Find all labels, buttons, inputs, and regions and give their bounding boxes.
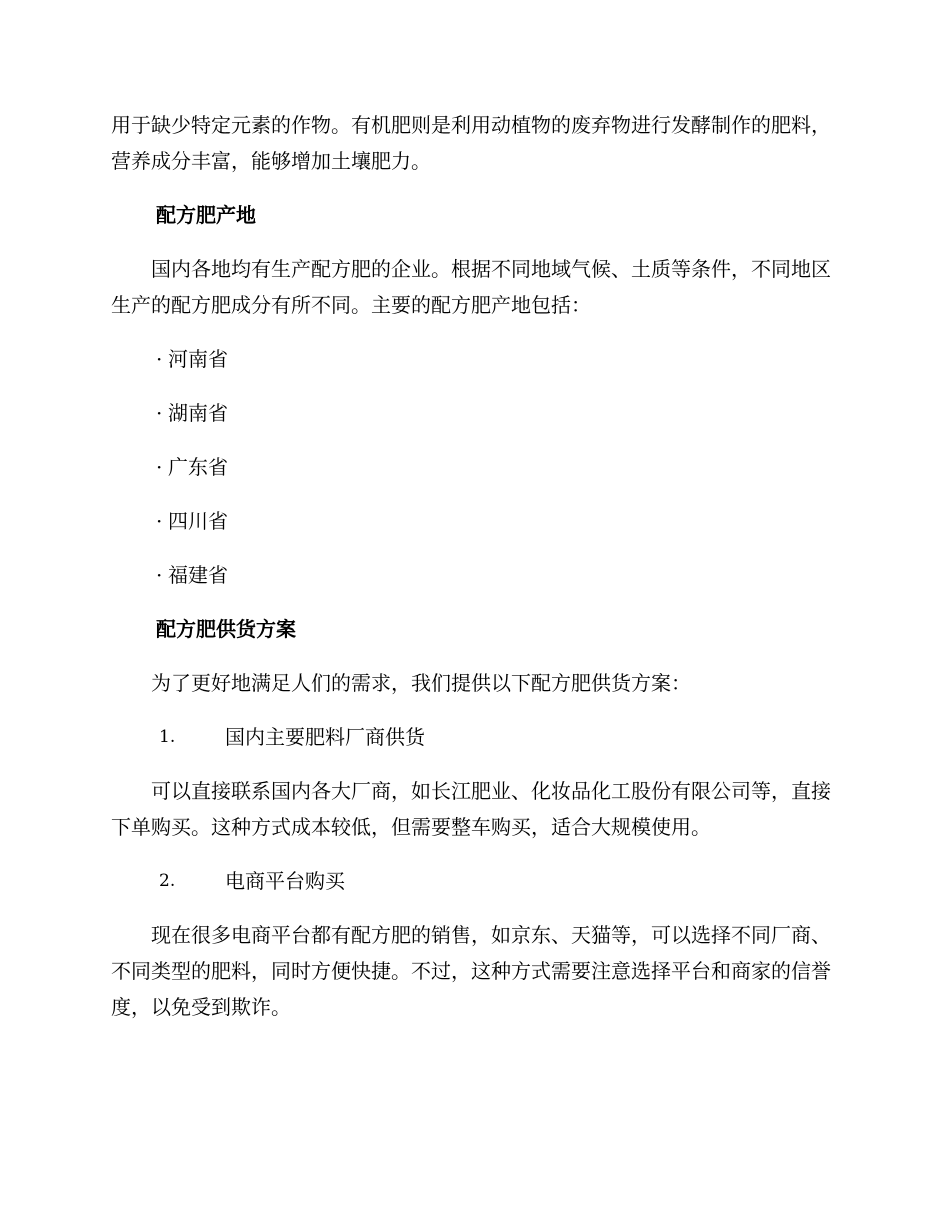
item-description: 可以直接联系国内各大厂商，如长江肥业、化妆品化工股份有限公司等，直接下单购买。这种方式成本较低，但需要整车购买，适合大规模使用。 — [111, 779, 831, 839]
item-number: 1. — [159, 727, 176, 747]
section-heading-origin: 配方肥产地 — [156, 203, 256, 227]
section-heading-supply: 配方肥供货方案 — [156, 617, 296, 641]
province-list — [111, 341, 831, 593]
bullet-icon: · — [156, 347, 163, 371]
list-item — [111, 503, 831, 539]
numbered-item — [111, 863, 831, 899]
intro-paragraph: 用于缺少特定元素的作物。有机肥则是利用动植物的废弃物进行发酵制作的肥料，营养成分丰富，能够增加土壤肥力。 — [111, 113, 831, 173]
item-description: 现在很多电商平台都有配方肥的销售，如京东、天猫等，可以选择不同厂商、不同类型的肥料，同时方便快捷。不过，这种方式需要注意选择平台和商家的信誉度，以免受到欺诈。 — [111, 923, 831, 1019]
list-item — [111, 341, 831, 377]
list-item — [111, 395, 831, 431]
supply-paragraph: 为了更好地满足人们的需求，我们提供以下配方肥供货方案： — [151, 671, 691, 695]
bullet-icon: · — [156, 401, 163, 425]
origin-paragraph: 国内各地均有生产配方肥的企业。根据不同地域气候、土质等条件，不同地区生产的配方肥成分有所不同。主要的配方肥产地包括： — [111, 257, 831, 317]
bullet-icon: · — [156, 509, 163, 533]
bullet-icon: · — [156, 563, 163, 587]
bullet-icon: · — [156, 455, 163, 479]
item-number: 2. — [159, 871, 176, 891]
province-name: 福建省 — [168, 563, 228, 587]
province-name: 河南省 — [168, 347, 228, 371]
province-name: 湖南省 — [168, 401, 228, 425]
document-body — [111, 107, 831, 1043]
province-name: 四川省 — [168, 509, 228, 533]
list-item — [111, 449, 831, 485]
list-item — [111, 557, 831, 593]
province-name: 广东省 — [168, 455, 228, 479]
item-title: 电商平台购买 — [225, 869, 345, 893]
item-title: 国内主要肥料厂商供货 — [225, 725, 425, 749]
numbered-item — [111, 719, 831, 755]
